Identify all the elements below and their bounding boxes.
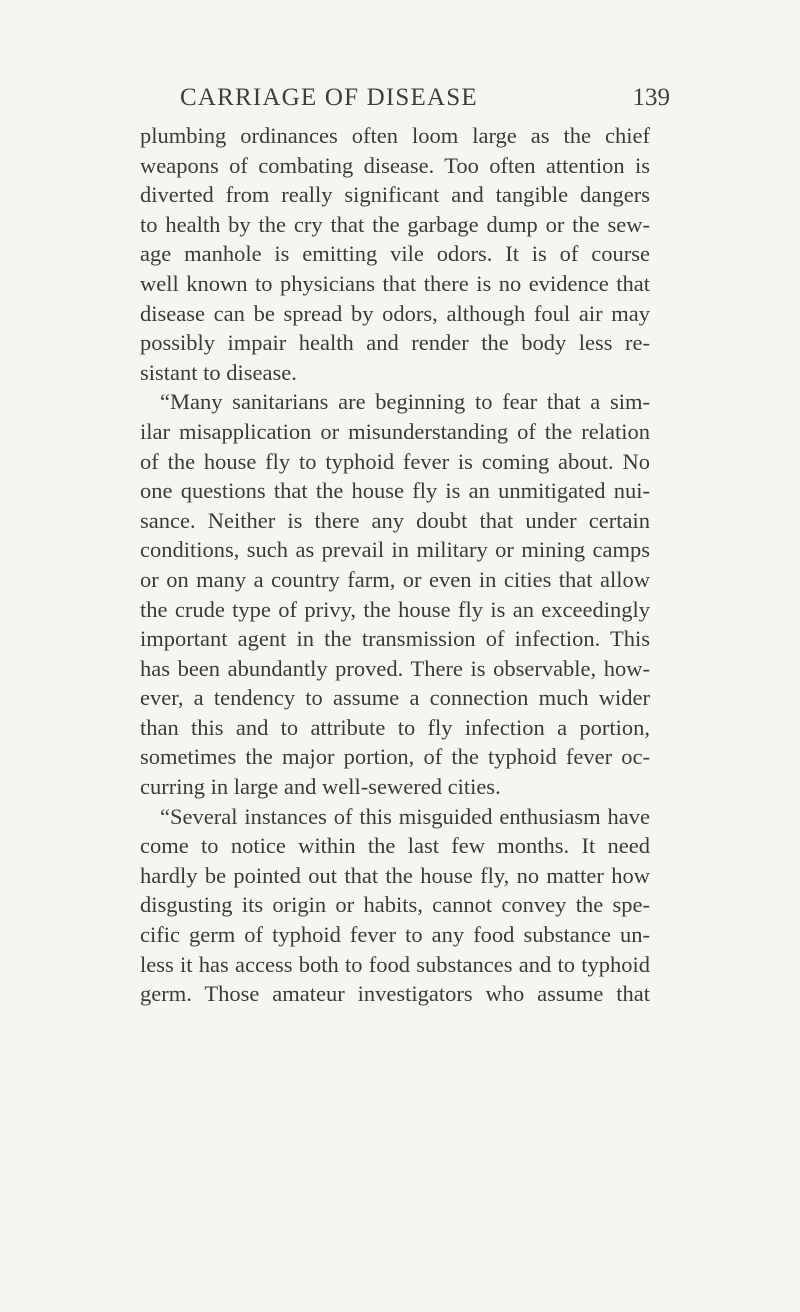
text-line: come to notice within the last few months. It need	[140, 833, 650, 859]
text-line: to health by the cry that the garbage dump or the sew-	[140, 211, 650, 237]
body-text	[140, 121, 650, 1009]
text-line: disease can be spread by odors, although foul air may	[140, 300, 650, 326]
text-line: sance. Neither is there any doubt that under certain	[140, 507, 650, 533]
text-line: “Many sanitarians are beginning to fear that a sim-	[160, 389, 650, 415]
text-line: plumbing ordinances often loom large as the chief	[140, 123, 650, 148]
text-line: one questions that the house fly is an unmitigated nui-	[140, 478, 650, 504]
text-line: ever, a tendency to assume a connection much wider	[140, 685, 650, 711]
text-line: weapons of combating disease. Too often attention is	[140, 152, 650, 178]
text-line: age manhole is emitting vile odors. It is of course	[140, 241, 650, 267]
text-line: cific germ of typhoid fever to any food substance un-	[140, 922, 650, 948]
text-line: less it has access both to food substances and to typhoid	[140, 951, 650, 977]
text-line: conditions, such as prevail in military or mining camps	[140, 537, 650, 563]
text-line: or on many a country farm, or even in cities that allow	[140, 566, 650, 592]
running-title: CARRIAGE OF DISEASE	[180, 84, 478, 111]
text-line: “Several instances of this misguided enthusiasm have	[160, 803, 650, 829]
text-line: disgusting its origin or habits, cannot convey the spe-	[140, 892, 650, 918]
running-head	[160, 84, 670, 120]
text-line: hardly be pointed out that the house fly, no matter how	[140, 862, 650, 888]
text-line: diverted from really significant and tangible dangers	[140, 182, 650, 208]
text-line: well known to physicians that there is no evidence that	[140, 270, 650, 296]
text-line: than this and to attribute to fly infection a portion,	[140, 714, 650, 740]
text-line: important agent in the transmission of infection. This	[140, 626, 650, 652]
page-number: 139	[632, 84, 670, 111]
text-line: the crude type of privy, the house fly is an exceedingly	[140, 596, 650, 622]
text-line: possibly impair health and render the body less re-	[140, 330, 650, 356]
text-line: of the house fly to typhoid fever is coming about. No	[140, 448, 650, 474]
text-line: has been abundantly proved. There is observable, how-	[140, 655, 650, 681]
text-line: ilar misapplication or misunderstanding of the relation	[140, 418, 650, 444]
text-line: germ. Those amateur investigators who assume that	[140, 981, 650, 1007]
text-line: sometimes the major portion, of the typhoid fever oc-	[140, 744, 650, 770]
text-line: sistant to disease.	[140, 359, 297, 385]
text-line: curring in large and well-sewered cities.	[140, 774, 501, 800]
